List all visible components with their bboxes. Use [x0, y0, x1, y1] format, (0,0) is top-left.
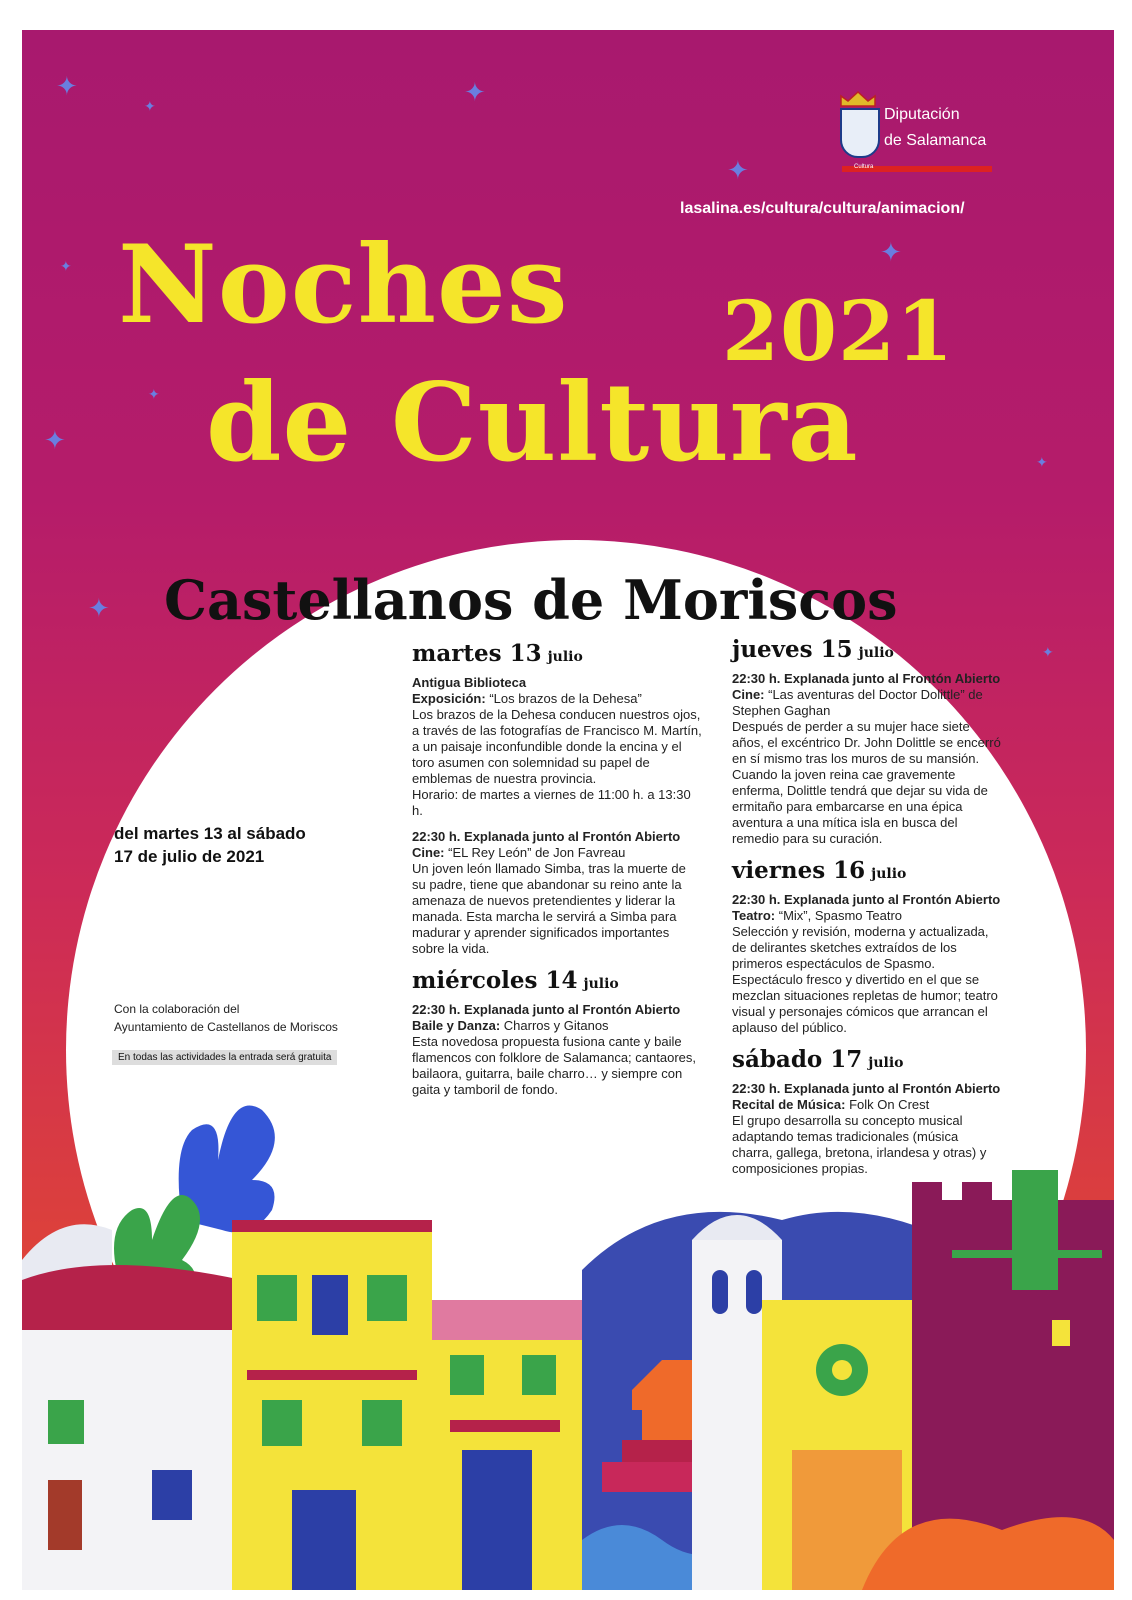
title-line2: de Cultura [206, 360, 859, 486]
event-time: 22:30 h. Explanada junto al Frontón Abierto [732, 1081, 1001, 1096]
sparkle-icon: ✦ [88, 594, 110, 624]
event-description: Esta novedosa propuesta fusiona cante y baile flamencos con folklore de Salamanca; cantaores, bailaora, guitarra, baile charro… y siempre con gaita y tamboril de fondo. [412, 1034, 696, 1097]
day-heading-sat: sábado 17 julio [732, 1046, 904, 1073]
event-description: Un joven león llamado Simba, tras la muerte de su padre, tiene que abandonar su reino ante la amenaza de nuevos pretendientes y liderar la manada. Esta marcha le servirá a Simba para madurar y aprender significados importantes sobre la vida. [412, 861, 686, 956]
window-icon [152, 1470, 192, 1520]
window-icon [522, 1355, 556, 1395]
website-url[interactable]: lasalina.es/cultura/cultura/animacion/ [680, 200, 965, 217]
poster [22, 30, 1114, 1590]
window-icon [362, 1400, 402, 1446]
free-entry-note: En todas las actividades la entrada será gratuita [112, 1050, 337, 1065]
sparkle-icon: ✦ [880, 238, 902, 268]
sparkle-icon: ✦ [144, 99, 156, 115]
diputacion-logo[interactable] [834, 88, 1004, 178]
sparkle-icon: ✦ [56, 72, 78, 102]
sparkle-icon: ✦ [1042, 645, 1054, 661]
event-time: 22:30 h. Explanada junto al Frontón Abierto [412, 1002, 681, 1017]
event-description: Selección y revisión, moderna y actualizada, de delirantes sketches extraídos de los primeros espectáculos de Spasmo. Espectáculo fresco y divertido en el que se mezclan situaciones repletas de humor; teatro visual y personajes cómicos que arrancan el aplauso del público. [732, 924, 998, 1035]
event-hours: Horario: de martes a viernes de 11:00 h. a 13:30 h. [412, 787, 691, 818]
collaboration-note: Con la colaboración del Ayuntamiento de Castellanos de Moriscos [114, 1002, 338, 1034]
event-time: 22:30 h. Explanada junto al Frontón Abierto [732, 671, 1001, 686]
day-heading-thu: jueves 15 julio [732, 636, 894, 663]
town-illustration [22, 1070, 1114, 1590]
event-description: El grupo desarrolla su concepto musical adaptando temas tradicionales (música charra, gallega, bretona, irlandesa y otras) y composiciones propias. [732, 1113, 987, 1176]
door-icon [48, 1480, 82, 1550]
sparkle-icon: ✦ [727, 156, 749, 186]
window-icon [48, 1400, 84, 1444]
day-heading-wed: miércoles 14 julio [412, 967, 619, 994]
window-icon [312, 1275, 348, 1335]
day-heading-fri: viernes 16 julio [732, 857, 907, 884]
window-icon [367, 1275, 407, 1321]
event-description: Después de perder a su mujer hace siete años, el excéntrico Dr. John Dolittle se encerró en sí mismo tras los muros de su mansión. Cuando la joven reina cae gravemente enferma, Dolittle tendrá que dejar su vida de ermitaño para embarcarse en una épica aventura a una mítica isla en busca del remedio para su curación. [732, 719, 1001, 846]
logo-line2: de Salamanca [884, 132, 987, 149]
event-place: Antigua Biblioteca [412, 675, 527, 690]
window-icon [257, 1275, 297, 1321]
town-name: Castellanos de Moriscos [164, 568, 898, 632]
roof-shape [22, 1265, 242, 1330]
window-icon [1052, 1320, 1070, 1346]
window-icon [746, 1270, 762, 1314]
sparkle-icon: ✦ [1036, 455, 1048, 471]
date-range: del martes 13 al sábado 17 de julio de 2021 [114, 824, 306, 866]
sparkle-icon: ✦ [60, 259, 72, 275]
title-line1: Noches [118, 222, 569, 348]
sparkle-icon: ✦ [148, 387, 160, 403]
program-right-column: jueves 15 julio 22:30 h. Explanada junto al Frontón Abierto Cine: “Las aventuras del Doctor Dolittle” de Stephen Gaghan Después de perder a su mujer hace siete años, el excéntrico Dr. John Dolittle se encerró en sí mismo tras los muros de su mansión. Cuando la joven reina cae gravemente enferma, Dolittle tendrá que dejar su vida de ermitaño para embarcarse en una épica aventura a una mítica isla en busca del remedio para su curación. viernes 16 julio 22:30 h. Explanada junto al Frontón Abierto Teatro: “Mix”, Spasmo Teatro Selección y revisión, moderna y actualizada, de delirantes sketches extraídos de los primeros espectáculos de Spasmo. Espectáculo fresco y divertido en el que se mezclan situaciones repletas de humor; teatro visual y personajes cómicos que arrancan el aplauso del público. sábado 17 julio 22:30 h. Explanada junto al Frontón Abierto Recital de Música: Folk On Crest El grupo desarrolla su concepto musical adaptando temas tradicionales (música charra, gallega, bretona, irlandesa y otras) y composiciones propias. [732, 636, 1001, 1176]
door-icon [292, 1490, 356, 1590]
window-icon [450, 1355, 484, 1395]
building-shape [22, 1330, 242, 1590]
sparkle-icon: ✦ [44, 426, 66, 456]
tower-shape [1012, 1170, 1058, 1290]
event-description: Los brazos de la Dehesa conducen nuestros ojos, a través de las fotografías de Francisco M. Martín, a un paisaje inconfundible donde la encina y el toro asumen con solemnidad su papel de emblemas de nuestra provincia. [412, 707, 702, 786]
logo-tag: Cultura [854, 164, 874, 170]
window-icon [712, 1270, 728, 1314]
crown-icon [838, 90, 878, 108]
door-icon [462, 1450, 532, 1590]
title-year: 2021 [722, 284, 955, 380]
window-icon [262, 1400, 302, 1446]
event-time: 22:30 h. Explanada junto al Frontón Abierto [732, 892, 1001, 907]
sparkle-icon: ✦ [464, 78, 486, 108]
event-time: 22:30 h. Explanada junto al Frontón Abierto [412, 829, 681, 844]
logo-line1: Diputación [884, 106, 960, 123]
day-heading-tue: martes 13 julio [412, 640, 583, 667]
coat-of-arms-icon [840, 108, 880, 158]
program-left-column: martes 13 julio Antigua Biblioteca Exposición: “Los brazos de la Dehesa” Los brazos de la Dehesa conducen nuestros ojos, a través de las fotografías de Francisco M. Martín, a un paisaje inconfundible donde la encina y el toro asumen con solemnidad su papel de emblemas de nuestra provincia. Horario: de martes a viernes de 11:00 h. a 13:30 h. 22:30 h. Explanada junto al Frontón Abierto Cine: “EL Rey León” de Jon Favreau Un joven león llamado Simba, tras la muerte de su padre, tiene que abandonar su reino ante la amenaza de nuevos pretendientes y liderar la manada. Esta marcha le servirá a Simba para madurar y aprender significados importantes sobre la vida. miércoles 14 julio 22:30 h. Explanada junto al Frontón Abierto Baile y Danza: Charros y Gitanos Esta novedosa propuesta fusiona cante y baile flamencos con folklore de Salamanca; cantaores, bailaora, guitarra, baile charro… y siempre con gaita y tamboril de fondo. [412, 640, 702, 1097]
